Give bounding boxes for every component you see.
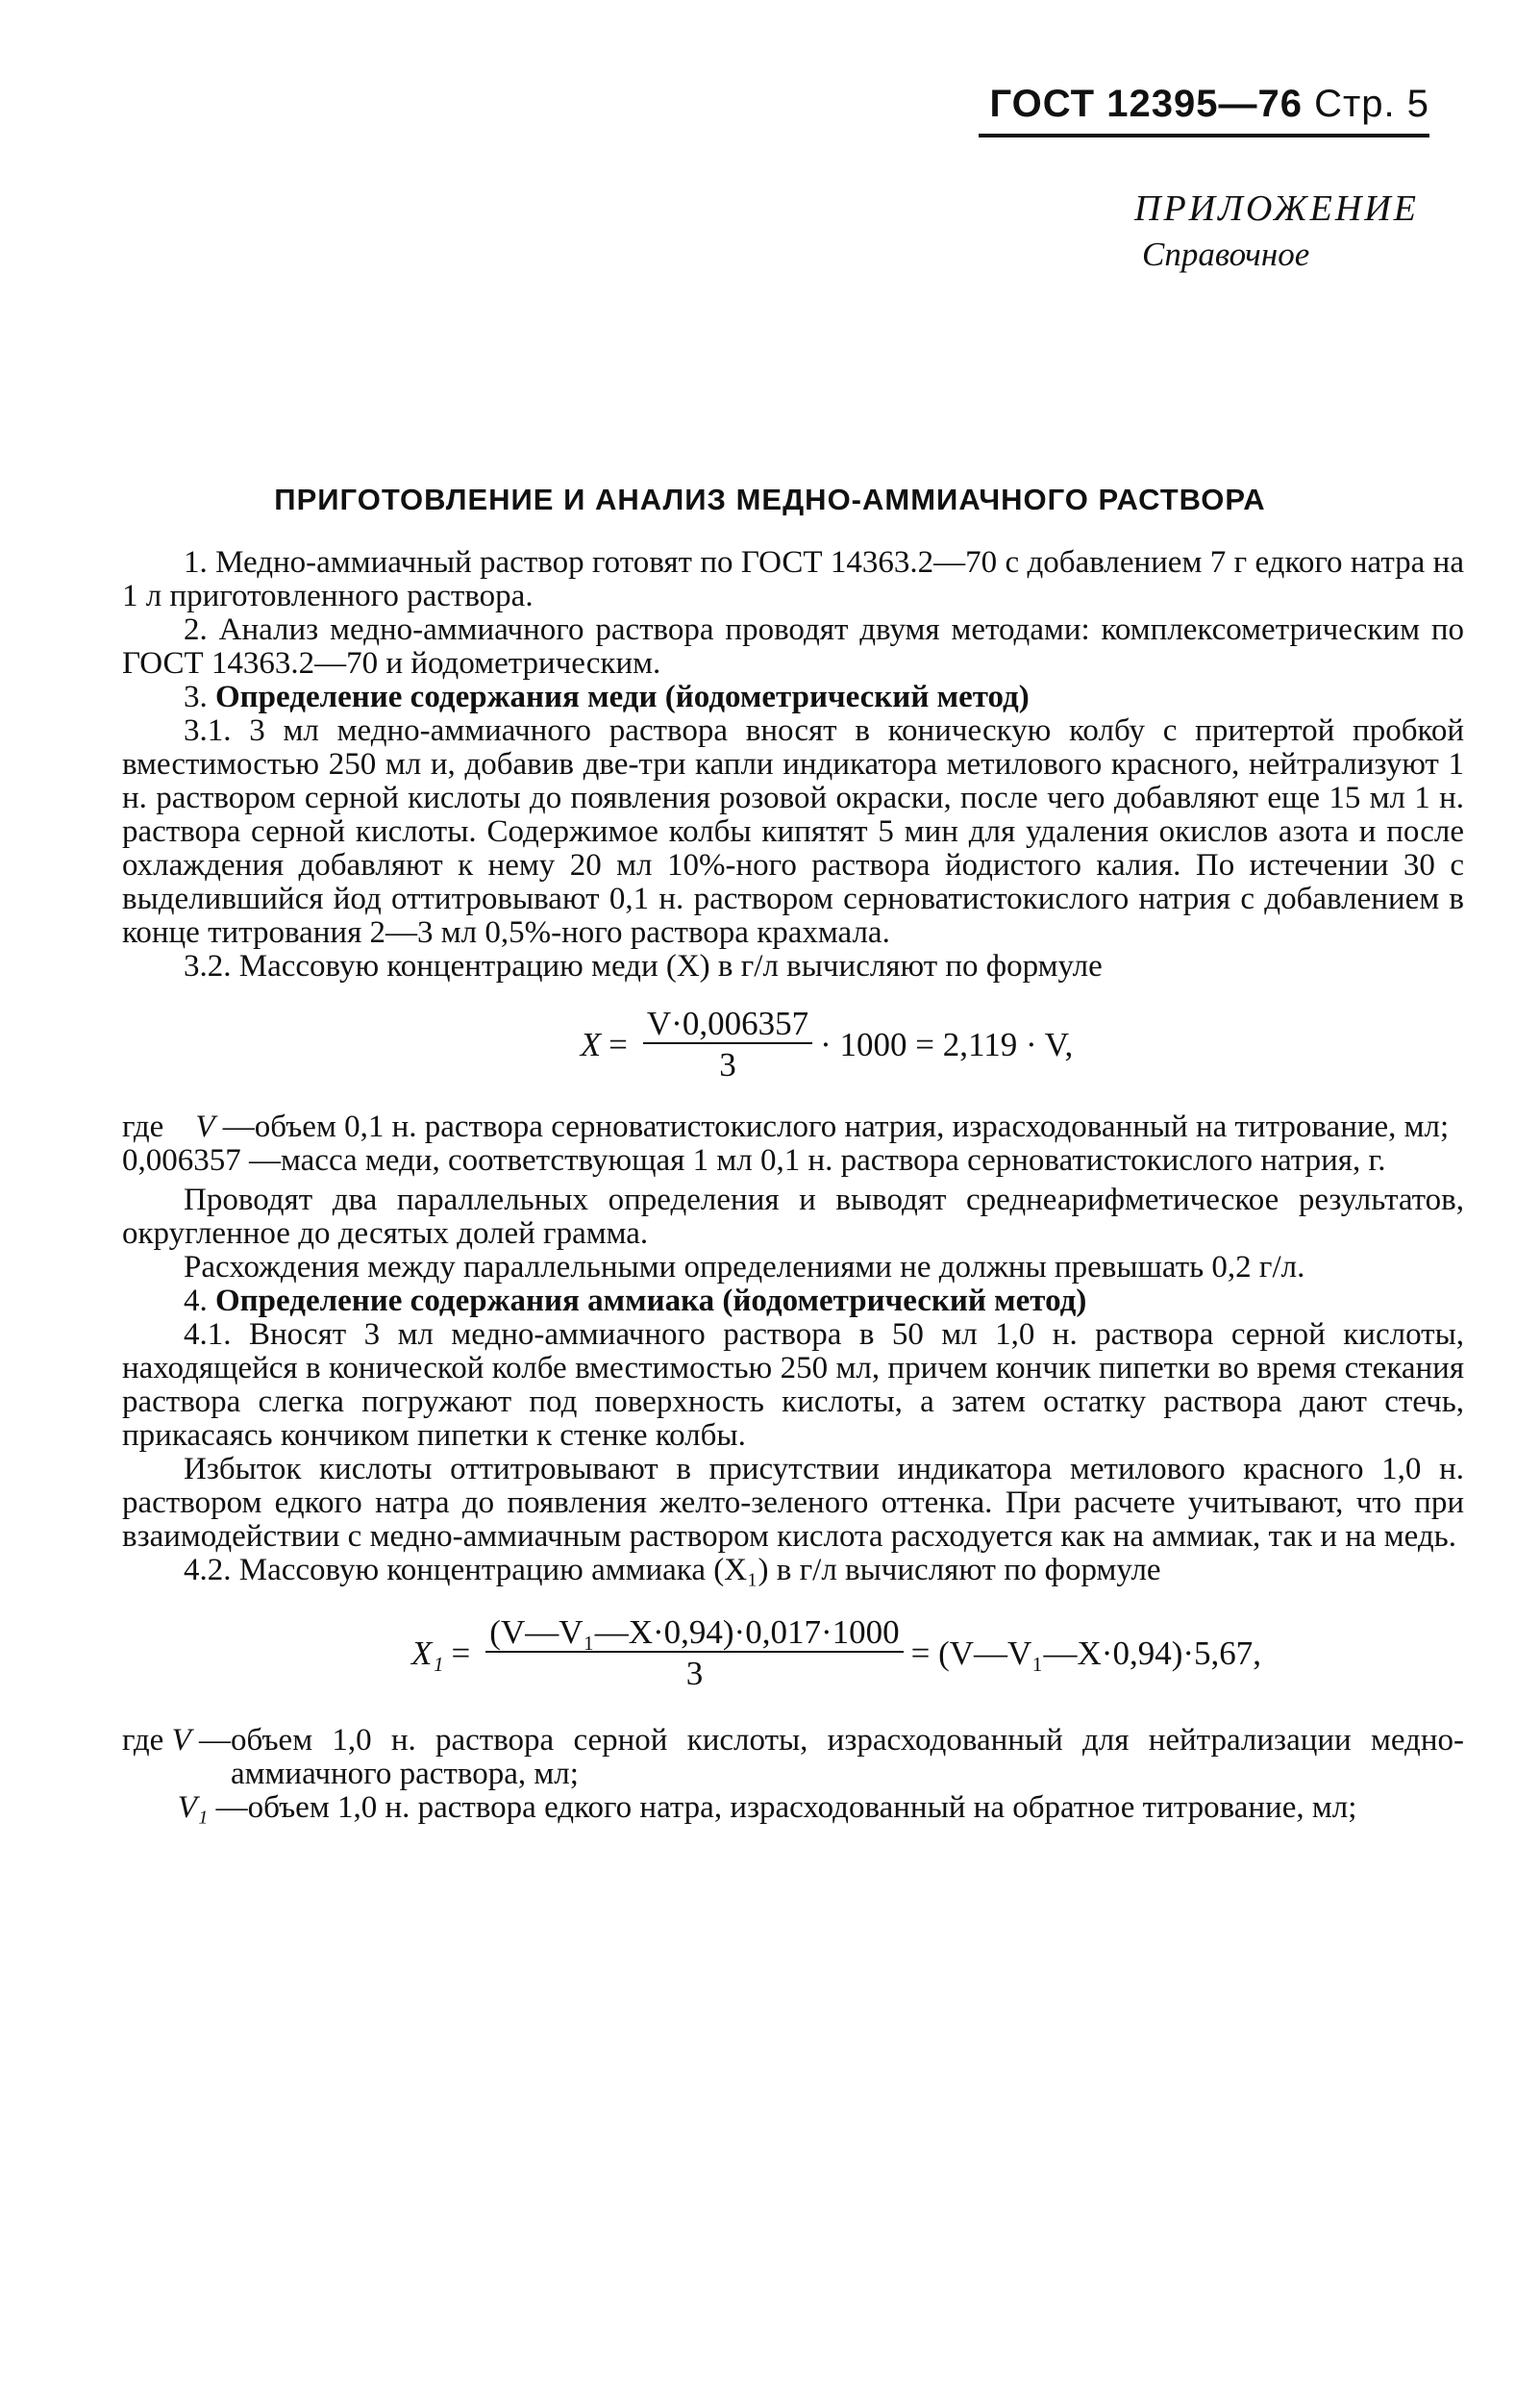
appendix-label: ПРИЛОЖЕНИЕ <box>1134 188 1419 229</box>
section-4-title: Определение содержания аммиака (йодометрический метод) <box>215 1284 1087 1318</box>
legend-term: где V — <box>122 1110 255 1144</box>
formula-1-rhs: · 1000 = 2,119 · V, <box>820 1025 1074 1063</box>
formula-2-lhs: X₁ <box>410 1634 444 1672</box>
formula-1-fraction <box>643 1007 812 1082</box>
section-4-heading <box>122 1285 1464 1318</box>
formula-1-lhs: X <box>580 1025 602 1063</box>
legend-row <box>122 1110 1464 1144</box>
formula-ammonia <box>122 1595 1464 1710</box>
formula-1-legend <box>122 1110 1464 1178</box>
paragraph-3-average: Проводят два параллельных определения и выводят среднеарифметическое результатов, округленное до десятых долей грамма. <box>122 1183 1464 1251</box>
legend-row <box>122 1144 1464 1178</box>
paragraph-3-difference: Расхождения между параллельными определениями не должны превышать 0,2 г/л. <box>184 1250 1305 1285</box>
paragraph-1: 1. Медно-аммиачный раствор готовят по ГОСТ 14363.2—70 с добавлением 7 г едкого натра на 1 л приготовленного раствора. <box>122 545 1464 613</box>
paragraph-3-2: 3.2. Массовую концентрацию меди (X) в г/л вычисляют по формуле <box>184 949 1103 984</box>
formula-1-denominator: 3 <box>719 1046 736 1084</box>
document-title: ПРИГОТОВЛЕНИЕ И АНАЛИЗ МЕДНО-АММИАЧНОГО РАСТВОРА <box>274 483 1266 516</box>
paragraph-3-1: 3.1. 3 мл медно-аммиачного раствора вносят в коническую колбу с притертой пробкой вместимостью 250 мл и, добавив две-три капли индикатора метилового красного, нейтрализуют 1 н. раствором серной кислоты до появления розовой окраски, после чего добавляют еще 15 мл 1 н. раствора серной кислоты. Содержимое колбы кипятят 5 мин для удаления окислов азота и после охлаждения добавляют к нему 20 мл 10%-ного раствора йодистого калия. По истечении 30 с выделившийся йод оттитровывают 0,1 н. раствором серноватистокислого натрия с добавлением в конце титрования 2—3 мл 0,5%-ного раствора крахмала. <box>122 713 1464 950</box>
formula-2-fraction <box>485 1615 903 1690</box>
document-body <box>122 546 1464 1831</box>
formula-2-rhs: = (V—V₁—X·0,94)·5,67, <box>910 1634 1261 1672</box>
paragraph-4-2: 4.2. Массовую концентрацию аммиака (X₁) в г/л вычисляют по формуле <box>184 1553 1161 1587</box>
formula-2-denominator: 3 <box>685 1655 704 1692</box>
legend-definition: объем 1,0 н. раствора серной кислоты, израсходованный для нейтрализации медно-аммиачного раствора, мл; <box>231 1723 1464 1791</box>
paragraph-4-excess: Избыток кислоты оттитровывают в присутствии индикатора метилового красного 1,0 н. раствором едкого натра до появления желто-зеленого оттенка. При расчете учитывают, что при взаимодействии с медно-аммиачным раствором кислота расходуется как на аммиак, так и на медь. <box>122 1452 1464 1554</box>
formula-1-equals: = <box>609 1025 628 1063</box>
page-header <box>979 83 1429 137</box>
section-4-number: 4. <box>184 1284 208 1318</box>
legend-term: V₁ — <box>177 1790 248 1825</box>
section-3-title: Определение содержания меди (йодометрический метод) <box>215 680 1030 714</box>
section-3-number: 3. <box>184 680 208 714</box>
formula-2-numerator: (V—V₁—X·0,94)·0,017·1000 <box>485 1615 903 1653</box>
legend-row <box>122 1791 1464 1825</box>
legend-definition: объем 0,1 н. раствора серноватистокислого натрия, израсходованный на титрование, мл; <box>254 1110 1450 1144</box>
paragraph-2: 2. Анализ медно-аммиачного раствора проводят двумя методами: комплексометрическим по ГОСТ 14363.2—70 и йодометрическим. <box>122 612 1464 681</box>
legend-row <box>122 1724 1464 1791</box>
legend-definition: масса меди, соответствующая 1 мл 0,1 н. раствора серноватистокислого натрия, г. <box>281 1143 1386 1178</box>
formula-2-equals: = <box>451 1634 471 1672</box>
legend-term: 0,006357 — <box>122 1143 281 1178</box>
appendix-type: Справочное <box>1142 236 1310 273</box>
page-number: Стр. 5 <box>1314 83 1429 125</box>
legend-term: где V — <box>122 1723 232 1758</box>
formula-1-numerator: V·0,006357 <box>643 1007 812 1044</box>
legend-definition: объем 1,0 н. раствора едкого натра, израсходованный на обратное титрование, мл; <box>247 1790 1357 1825</box>
section-3-heading <box>122 681 1464 714</box>
standard-number: ГОСТ 12395—76 <box>989 83 1303 125</box>
formula-2-legend <box>122 1724 1464 1825</box>
formula-copper <box>122 991 1464 1097</box>
paragraph-4-1: 4.1. Вносят 3 мл медно-аммиачного раствора в 50 мл 1,0 н. раствора серной кислоты, находящейся в конической колбе вместимостью 250 мл, причем кончик пипетки во время стекания раствора слегка погружают под поверхность кислоты, а затем остатку раствора дают стечь, прикасаясь кончиком пипетки к стенке колбы. <box>122 1317 1464 1453</box>
